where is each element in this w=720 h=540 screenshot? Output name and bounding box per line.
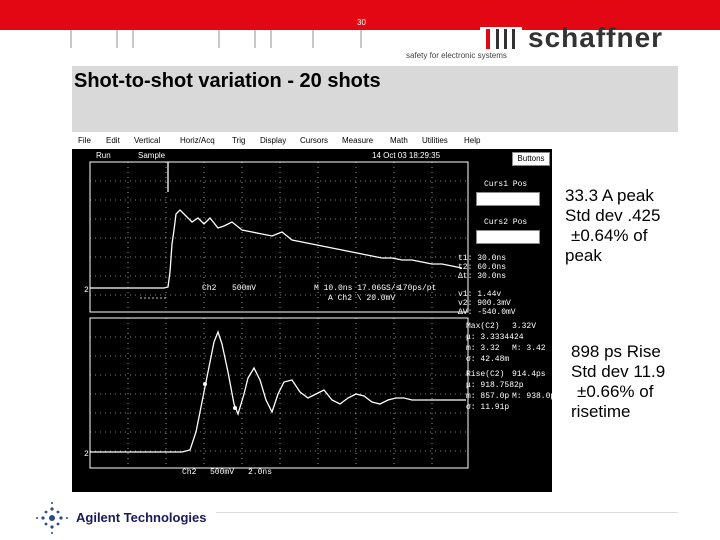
title-panel [72, 66, 678, 132]
menu-measure[interactable]: Measure [342, 136, 374, 145]
rise-value-text: 898 ps Rise [571, 342, 661, 361]
top-volt-scale: 500mV [232, 284, 257, 293]
run-status: Run [96, 151, 111, 160]
cursor-t2: t2: 60.0ns [458, 263, 507, 272]
rise-stddev-text: Std dev 11.9 [571, 362, 666, 381]
meas-rise-value: 914.4ps [512, 370, 546, 379]
meas-rise-mean: μ: 918.7582p [466, 381, 524, 390]
meas-max-value: 3.32V [512, 322, 537, 331]
cursor-v2: v2: 900.3mV [458, 299, 511, 308]
top-ch-label: Ch2 [202, 284, 217, 293]
ch2-marker-top: 2 [84, 286, 89, 295]
acq-status: Sample [138, 151, 166, 160]
peak-notes [565, 186, 660, 266]
oscilloscope-screenshot [72, 132, 556, 492]
header-stripe [270, 30, 310, 48]
meas-rise-maxval: M: 938.0p [512, 392, 556, 401]
trigger-setting: A Ch2 \ 20.0mV [328, 294, 396, 303]
menu-math[interactable]: Math [390, 136, 408, 145]
cursor-dv: ΔV: -540.0mV [458, 308, 516, 317]
peak-percent-text: ±0.64% of [571, 226, 648, 245]
footer-divider [216, 512, 678, 513]
meas-rise-min: m: 857.0p [466, 392, 510, 401]
cursor-v1: v1: 1.44v [458, 290, 502, 299]
header-stripe [312, 30, 358, 48]
bottom-time-scale: 2.0ns [248, 468, 273, 477]
menu-edit[interactable]: Edit [106, 136, 120, 145]
meas-max-sigma: σ: 42.48m [466, 355, 510, 364]
scope-datetime: 14 Oct 03 18:29:35 [372, 151, 441, 160]
meas-max-maxval: M: 3.42 [512, 344, 546, 353]
top-resolution: 170ps/pt [398, 284, 437, 293]
menu-display[interactable]: Display [260, 136, 287, 145]
agilent-spark-icon [34, 500, 70, 536]
header-stripe [132, 30, 216, 48]
bottom-volt-scale: 500mV [210, 468, 235, 477]
cursor-dt: Δt: 30.0ns [458, 272, 507, 281]
footer-company: Agilent Technologies [76, 510, 207, 525]
header-stripe [116, 30, 130, 48]
bottom-ch-label: Ch2 [182, 468, 197, 477]
header-stripe [360, 30, 480, 48]
menu-cursors[interactable]: Cursors [300, 136, 329, 145]
meas-max-min: m: 3.32 [466, 344, 500, 353]
header-stripe [218, 30, 252, 48]
menu-file[interactable]: File [78, 136, 91, 145]
rise-percent-text: ±0.66% of [577, 382, 654, 401]
slide-title: Shot-to-shot variation - 20 shots [74, 70, 381, 92]
slide-number: 30 [357, 18, 366, 27]
menu-trig[interactable]: Trig [232, 136, 246, 145]
header-stripe [254, 30, 268, 48]
meas-max-label: Max(C2) [466, 322, 500, 331]
brand-tagline: safety for electronic systems [406, 51, 507, 60]
rise-waveform [90, 332, 466, 452]
buttons-toggle[interactable]: Buttons [512, 152, 550, 166]
curs2-label: Curs2 Pos [484, 218, 528, 227]
peak-label-text: peak [565, 246, 602, 265]
curs1-label: Curs1 Pos [484, 180, 528, 189]
brand-logo-text: schaffner [528, 22, 664, 53]
schaffner-logo-icon [480, 27, 522, 49]
curs2-pos-input[interactable] [476, 230, 540, 244]
ch2-marker-bottom: 2 [84, 450, 89, 459]
rise-notes [571, 342, 665, 422]
menu-vertical[interactable]: Vertical [134, 136, 161, 145]
meas-rise-sigma: σ: 11.91p [466, 403, 510, 412]
top-time-scale: M 10.0ns 17.06GS/s [314, 284, 401, 293]
peak-stddev-text: Std dev .425 [565, 206, 661, 225]
peak-value-text: 33.3 A peak [565, 186, 654, 205]
rise-label-text: risetime [571, 402, 631, 421]
menu-help[interactable]: Help [464, 136, 481, 145]
curs1-pos-input[interactable] [476, 192, 540, 206]
meas-max-mean: μ: 3.3334424 [466, 333, 524, 342]
menu-utilities[interactable]: Utilities [422, 136, 448, 145]
meas-rise-label: Rise(C2) [466, 370, 505, 379]
cursor-t1: t1: 30.0ns [458, 254, 507, 263]
header-stripe [70, 30, 114, 48]
menu-horiz-acq[interactable]: Horiz/Acq [180, 136, 215, 145]
